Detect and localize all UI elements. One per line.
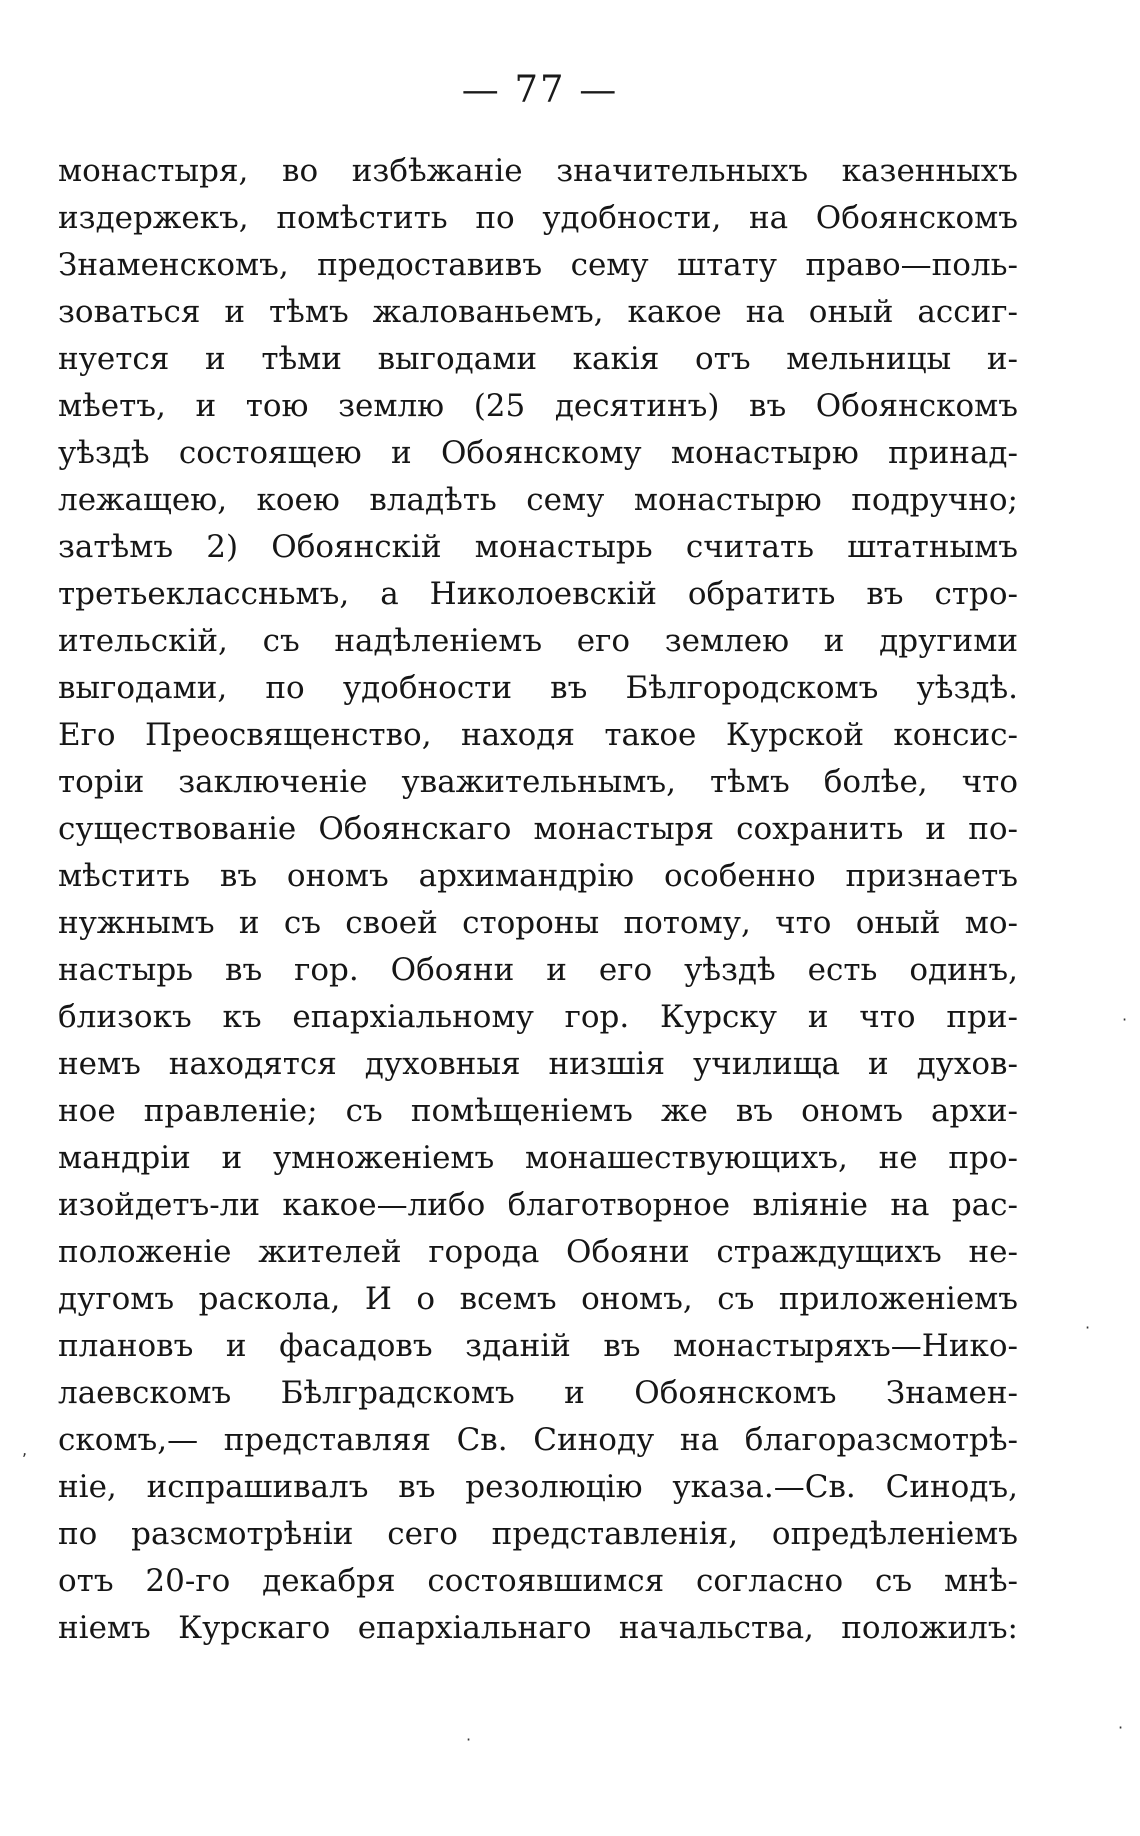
text-line: лежащею, коею владѣть сему монастырю подручно; xyxy=(58,482,1018,518)
body-text xyxy=(58,148,1018,1652)
text-line: мандріи и умноженіемъ монашествующихъ, не про- xyxy=(58,1140,1018,1176)
text-line: Его Преосвященство, находя такое Курской консис- xyxy=(58,717,1018,753)
print-speck: , xyxy=(22,1440,28,1459)
text-line: отъ 20-го декабря состоявшимся согласно съ мнѣ- xyxy=(58,1563,1018,1599)
text-line: Знаменскомъ, предоставивъ сему штату право—поль- xyxy=(58,247,1018,283)
page-number: — 77 — xyxy=(461,68,619,111)
print-speck: · xyxy=(1085,1318,1091,1337)
text-line: издержекъ, помѣстить по удобности, на Обоянскомъ xyxy=(58,200,1018,236)
text-line: настырь въ гор. Обояни и его уѣздѣ есть одинъ, xyxy=(58,952,1018,988)
text-line: плановъ и фасадовъ зданій въ монастыряхъ—Нико- xyxy=(58,1328,1018,1364)
text-line: уѣздѣ состоящею и Обоянскому монастырю принад- xyxy=(58,435,1018,471)
print-speck: · xyxy=(1122,1010,1128,1029)
print-speck: · xyxy=(1118,1718,1124,1737)
text-line: торіи заключеніе уважительнымъ, тѣмъ болѣе, что xyxy=(58,764,1018,800)
text-line: ніемъ Курскаго епархіальнаго начальства, положилъ: xyxy=(58,1610,1018,1646)
text-line: ніе, испрашивалъ въ резолюцію указа.—Св. Синодъ, xyxy=(58,1469,1018,1505)
text-line: ительскій, съ надѣленіемъ его землею и другими xyxy=(58,623,1018,659)
text-line: положеніе жителей города Обояни страждущихъ не- xyxy=(58,1234,1018,1270)
text-line: мѣстить въ ономъ архимандрію особенно признаетъ xyxy=(58,858,1018,894)
text-line: зоваться и тѣмъ жалованьемъ, какое на оный ассиг- xyxy=(58,294,1018,330)
text-line: по разсмотрѣніи сего представленія, опредѣленіемъ xyxy=(58,1516,1018,1552)
text-line: нужнымъ и съ своей стороны потому, что оный мо- xyxy=(58,905,1018,941)
text-line: дугомъ раскола, И о всемъ ономъ, съ приложеніемъ xyxy=(58,1281,1018,1317)
text-line: немъ находятся духовныя низшія училища и духов- xyxy=(58,1046,1018,1082)
print-speck: · xyxy=(466,1730,472,1749)
text-line: близокъ къ епархіальному гор. Курску и что при- xyxy=(58,999,1018,1035)
text-line: затѣмъ 2) Обоянскій монастырь считать штатнымъ xyxy=(58,529,1018,565)
text-line: третьеклассньмъ, а Николоевскій обратить въ стро- xyxy=(58,576,1018,612)
text-line: нуется и тѣми выгодами какія отъ мельницы и- xyxy=(58,341,1018,377)
text-line: монастыря, во избѣжаніе значительныхъ казенныхъ xyxy=(58,153,1018,189)
text-line: мѣетъ, и тою землю (25 десятинъ) въ Обоянскомъ xyxy=(58,388,1018,424)
text-line: изойдетъ-ли какое—либо благотворное вліяніе на рас- xyxy=(58,1187,1018,1223)
text-line: скомъ,— представляя Св. Синоду на благоразсмотрѣ- xyxy=(58,1422,1018,1458)
text-line: выгодами, по удобности въ Бѣлгородскомъ уѣздѣ. xyxy=(58,670,1018,706)
text-line: ное правленіе; съ помѣщеніемъ же въ ономъ архи- xyxy=(58,1093,1018,1129)
text-line: лаевскомъ Бѣлградскомъ и Обоянскомъ Знамен- xyxy=(58,1375,1018,1411)
text-line: существованіе Обоянскаго монастыря сохранить и по- xyxy=(58,811,1018,847)
